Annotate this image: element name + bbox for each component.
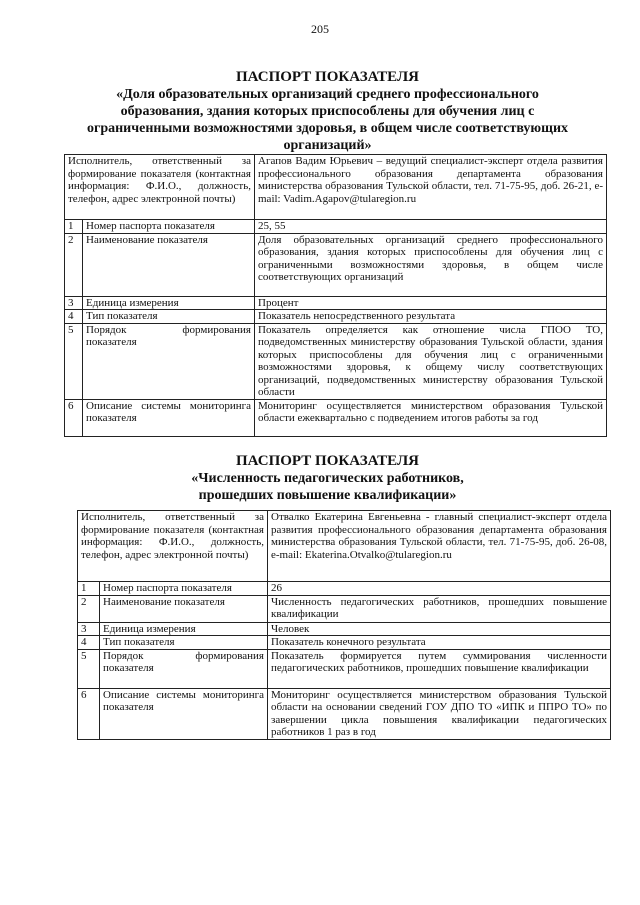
table-row: [78, 649, 611, 688]
passport-2-table: [77, 510, 611, 740]
row-number: 5: [65, 323, 83, 399]
row-value: 25, 55: [255, 220, 607, 234]
row-number: 4: [65, 310, 83, 324]
row-value: Человек: [268, 622, 611, 636]
table-row: [78, 595, 611, 622]
table-row: [65, 323, 607, 399]
row-value: Показатель формируется путем суммирования численности педагогических работников, прошедших повышение квалификации: [268, 649, 611, 688]
row-number: 1: [78, 582, 100, 596]
row-number: 5: [78, 649, 100, 688]
table-row: [78, 636, 611, 650]
passport-2-title: ПАСПОРТ ПОКАЗАТЕЛЯ: [236, 453, 419, 469]
passport-2-subtitle-line: «Численность педагогических работников,: [191, 471, 464, 486]
row-value: Мониторинг осуществляется министерством образования Тульской области ежеквартально с подведением итогов работы за год: [255, 399, 607, 436]
row-label: Номер паспорта показателя: [100, 582, 268, 596]
passport-1-subtitle-line: ограниченными возможностями здоровья, в общем числе соответствующих: [86, 121, 569, 136]
row-number: 6: [65, 399, 83, 436]
passport-1-table: [64, 154, 607, 437]
table-row: [65, 233, 607, 296]
row-number: 1: [65, 220, 83, 234]
executor-label: Исполнитель, ответственный за формирование показателя (контактная информация: Ф.И.О., должность, телефон, адрес электронной почты): [78, 511, 268, 582]
row-label: Описание системы мониторинга показателя: [100, 688, 268, 739]
table-row: [65, 310, 607, 324]
row-number: 3: [65, 296, 83, 310]
table-row: [78, 582, 611, 596]
row-value: 26: [268, 582, 611, 596]
passport-1-heading: [40, 68, 615, 154]
executor-value: Отвалко Екатерина Евгеньевна - главный специалист-эксперт отдела развития профессионального образования департамента образования министерства образования Тульской области, тел. 71-75-95, доб. 26-08, e-mail: Ekaterina.Otvalko@tularegion.ru: [268, 511, 611, 582]
row-value: Доля образовательных организаций среднего профессионального образования, здания которых приспособлены для обучения лиц с ограниченными возможностями здоровья, в общем числе соответствующих организаций: [255, 233, 607, 296]
row-label: Наименование показателя: [83, 233, 255, 296]
row-label: Единица измерения: [83, 296, 255, 310]
row-value: Показатель конечного результата: [268, 636, 611, 650]
table-row: [78, 622, 611, 636]
row-value: Мониторинг осуществляется министерством образования Тульской области на основании сведений ГОУ ДПО ТО «ИПК и ППРО ТО» по завершении цикла повышения квалификации педагогических работников 1 раз в год: [268, 688, 611, 739]
row-number: 2: [78, 595, 100, 622]
passport-1-subtitle-line: образования, здания которых приспособлены для обучения лиц с: [120, 104, 535, 119]
row-value: Численность педагогических работников, прошедших повышение квалификации: [268, 595, 611, 622]
passport-1-subtitle-line: организаций»: [283, 138, 372, 153]
row-number: 6: [78, 688, 100, 739]
table-row: [65, 296, 607, 310]
row-number: 4: [78, 636, 100, 650]
table-row: [65, 155, 607, 220]
row-label: Наименование показателя: [100, 595, 268, 622]
executor-value: Агапов Вадим Юрьевич – ведущий специалист-эксперт отдела развития профессионального образования департамента образования министерства образования Тульской области, тел. 71-75-95, доб. 26-21, e-mail: Vadim.Agapov@tularegion.ru: [255, 155, 607, 220]
row-label: Порядок формирования показателя: [100, 649, 268, 688]
table-row: [65, 220, 607, 234]
row-value: Показатель непосредственного результата: [255, 310, 607, 324]
passport-1-subtitle-line: «Доля образовательных организаций среднего профессионального: [116, 87, 539, 102]
row-label: Тип показателя: [100, 636, 268, 650]
passport-2-subtitle-line: прошедших повышение квалификации»: [198, 488, 457, 503]
row-label: Порядок формирования показателя: [83, 323, 255, 399]
table-row: [78, 511, 611, 582]
passport-2-heading: [40, 452, 615, 504]
row-value: Показатель определяется как отношение числа ГПОО ТО, подведомственных министерству образования Тульской области, здания которых приспособлены для обучения лиц с ограниченными возможностями здоровья, к общему числу соответствующих организаций, подведомственных министерству образования Тульской области: [255, 323, 607, 399]
passport-1-title: ПАСПОРТ ПОКАЗАТЕЛЯ: [236, 69, 419, 85]
row-label: Единица измерения: [100, 622, 268, 636]
table-row: [78, 688, 611, 739]
row-value: Процент: [255, 296, 607, 310]
row-label: Тип показателя: [83, 310, 255, 324]
row-label: Описание системы мониторинга показателя: [83, 399, 255, 436]
table-row: [65, 399, 607, 436]
row-number: 3: [78, 622, 100, 636]
row-label: Номер паспорта показателя: [83, 220, 255, 234]
page-number: 205: [311, 22, 329, 36]
row-number: 2: [65, 233, 83, 296]
executor-label: Исполнитель, ответственный за формирование показателя (контактная информация: Ф.И.О., должность, телефон, адрес электронной почты): [65, 155, 255, 220]
